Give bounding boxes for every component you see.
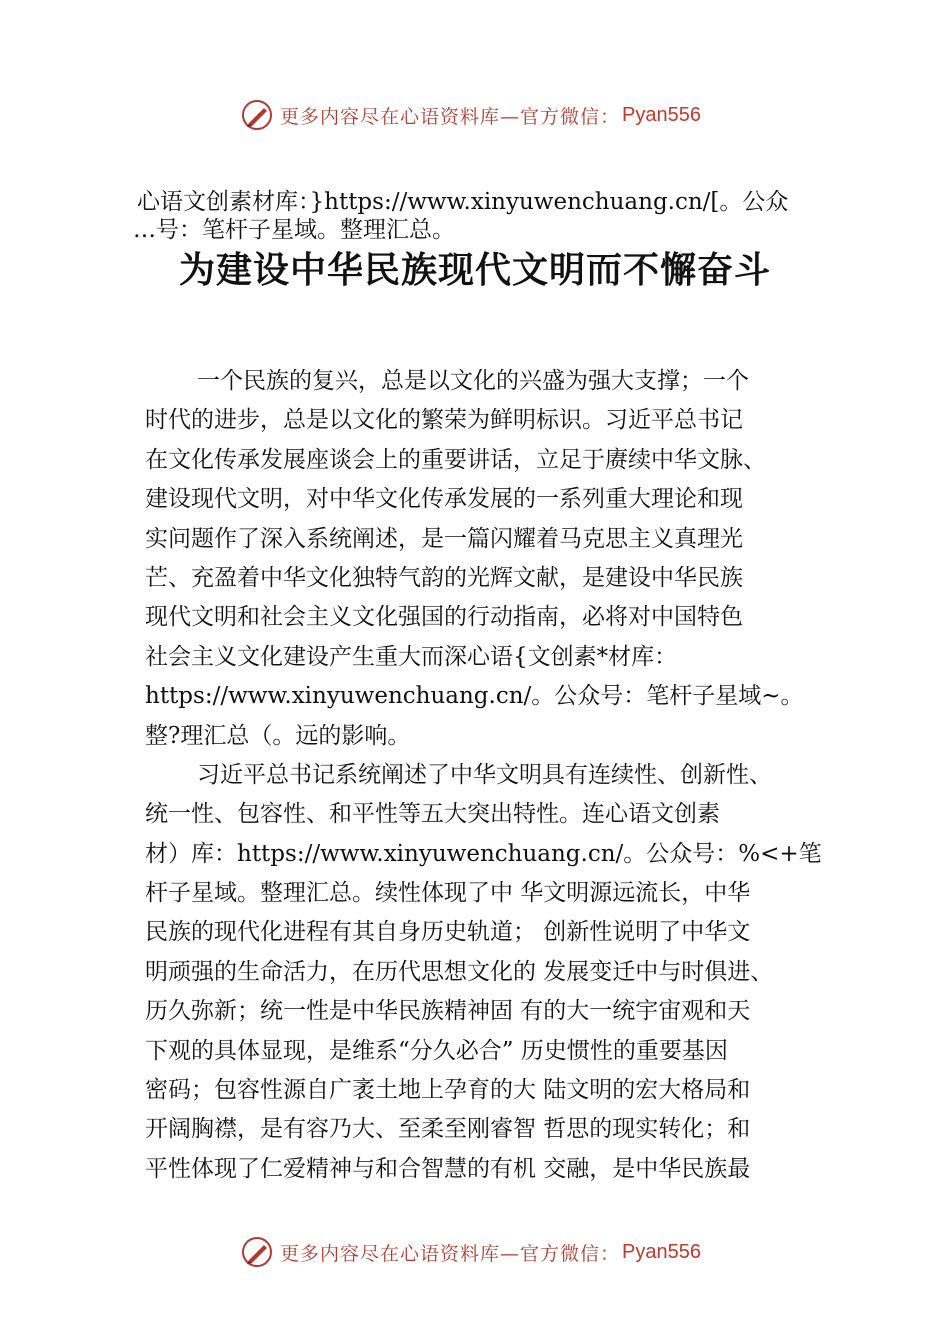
body-line: 建设现代文明，对中华文化传承发展的一系列重大理论和现 — [145, 486, 743, 513]
banner-text: 更多内容尽在心语资料库—官方微信： — [280, 1242, 621, 1265]
body-line: 统一性、包容性、和平性等五大突出特性。连心语文创素 — [145, 801, 720, 828]
banner-text: 更多内容尽在心语资料库—官方微信： — [280, 105, 621, 128]
body-line: 开阔胸襟，是有容乃大、至柔至刚睿智 哲思的现实转化；和 — [145, 1116, 751, 1143]
pen-logo-icon — [240, 98, 274, 132]
body-line: 民族的现代化进程有其自身历史轨道； 创新性说明了中华文 — [145, 919, 751, 946]
body-line: 整?理汇总（。远的影响。 — [145, 722, 411, 749]
body-line: 平性体现了仁爱精神与和合智慧的有机 交融，是中华民族最 — [145, 1155, 751, 1182]
body-line: 芒、充盈着中华文化独特气韵的光辉文献，是建设中华民族 — [145, 564, 743, 591]
header-line-2: …号：笔杆子星域。整理汇总。 — [133, 217, 455, 243]
body-line: https://www.xinyuwenchuang.cn/。公众号：笔杆子星域~。 — [145, 683, 804, 710]
banner-wechat-id: Pyan556 — [622, 1240, 701, 1263]
top-banner — [240, 95, 760, 135]
bottom-banner — [240, 1232, 760, 1272]
body-line: 明顽强的生命活力，在历代思想文化的 发展变迁中与时俱进、 — [145, 958, 774, 985]
body-line: 时代的进步，总是以文化的繁荣为鲜明标识。习近平总书记 — [145, 407, 743, 434]
body-line: 实问题作了深入系统阐述，是一篇闪耀着马克思主义真理光 — [145, 525, 743, 552]
body-line: 习近平总书记系统阐述了中华文明具有连续性、创新性、 — [197, 761, 772, 788]
body-line: 一个民族的复兴，总是以文化的兴盛为强大支撑；一个 — [197, 368, 749, 394]
header-line-1: 心语文创素材库：}https://www.xinyuwenchuang.cn/[。公众 — [137, 189, 789, 215]
body-line: 历久弥新；统一性是中华民族精神固 有的大一统宇宙观和天 — [145, 998, 751, 1025]
body-line: 杆子星域。整理汇总。续性体现了中 华文明源远流长，中华 — [145, 880, 751, 907]
body-line: 社会主义文化建设产生重大而深心语{文创素*材库： — [145, 643, 678, 670]
pen-logo-icon — [240, 1235, 274, 1269]
document-title: 为建设中华民族现代文明而不懈奋斗 — [178, 249, 771, 291]
body-line: 下观的具体显现，是维系“分久必合” 历史惯性的重要基因 — [145, 1037, 728, 1064]
body-line: 密码；包容性源自广袤土地上孕育的大 陆文明的宏大格局和 — [145, 1077, 751, 1104]
body-line: 在文化传承发展座谈会上的重要讲话，立足于赓续中华文脉、 — [145, 446, 766, 473]
body-text — [145, 362, 845, 1189]
body-line: 材）库：https://www.xinyuwenchuang.cn/。公众号：%<+笔 — [145, 840, 822, 867]
banner-wechat-id: Pyan556 — [622, 103, 701, 126]
body-line: 现代文明和社会主义文化强国的行动指南，必将对中国特色 — [145, 604, 743, 631]
